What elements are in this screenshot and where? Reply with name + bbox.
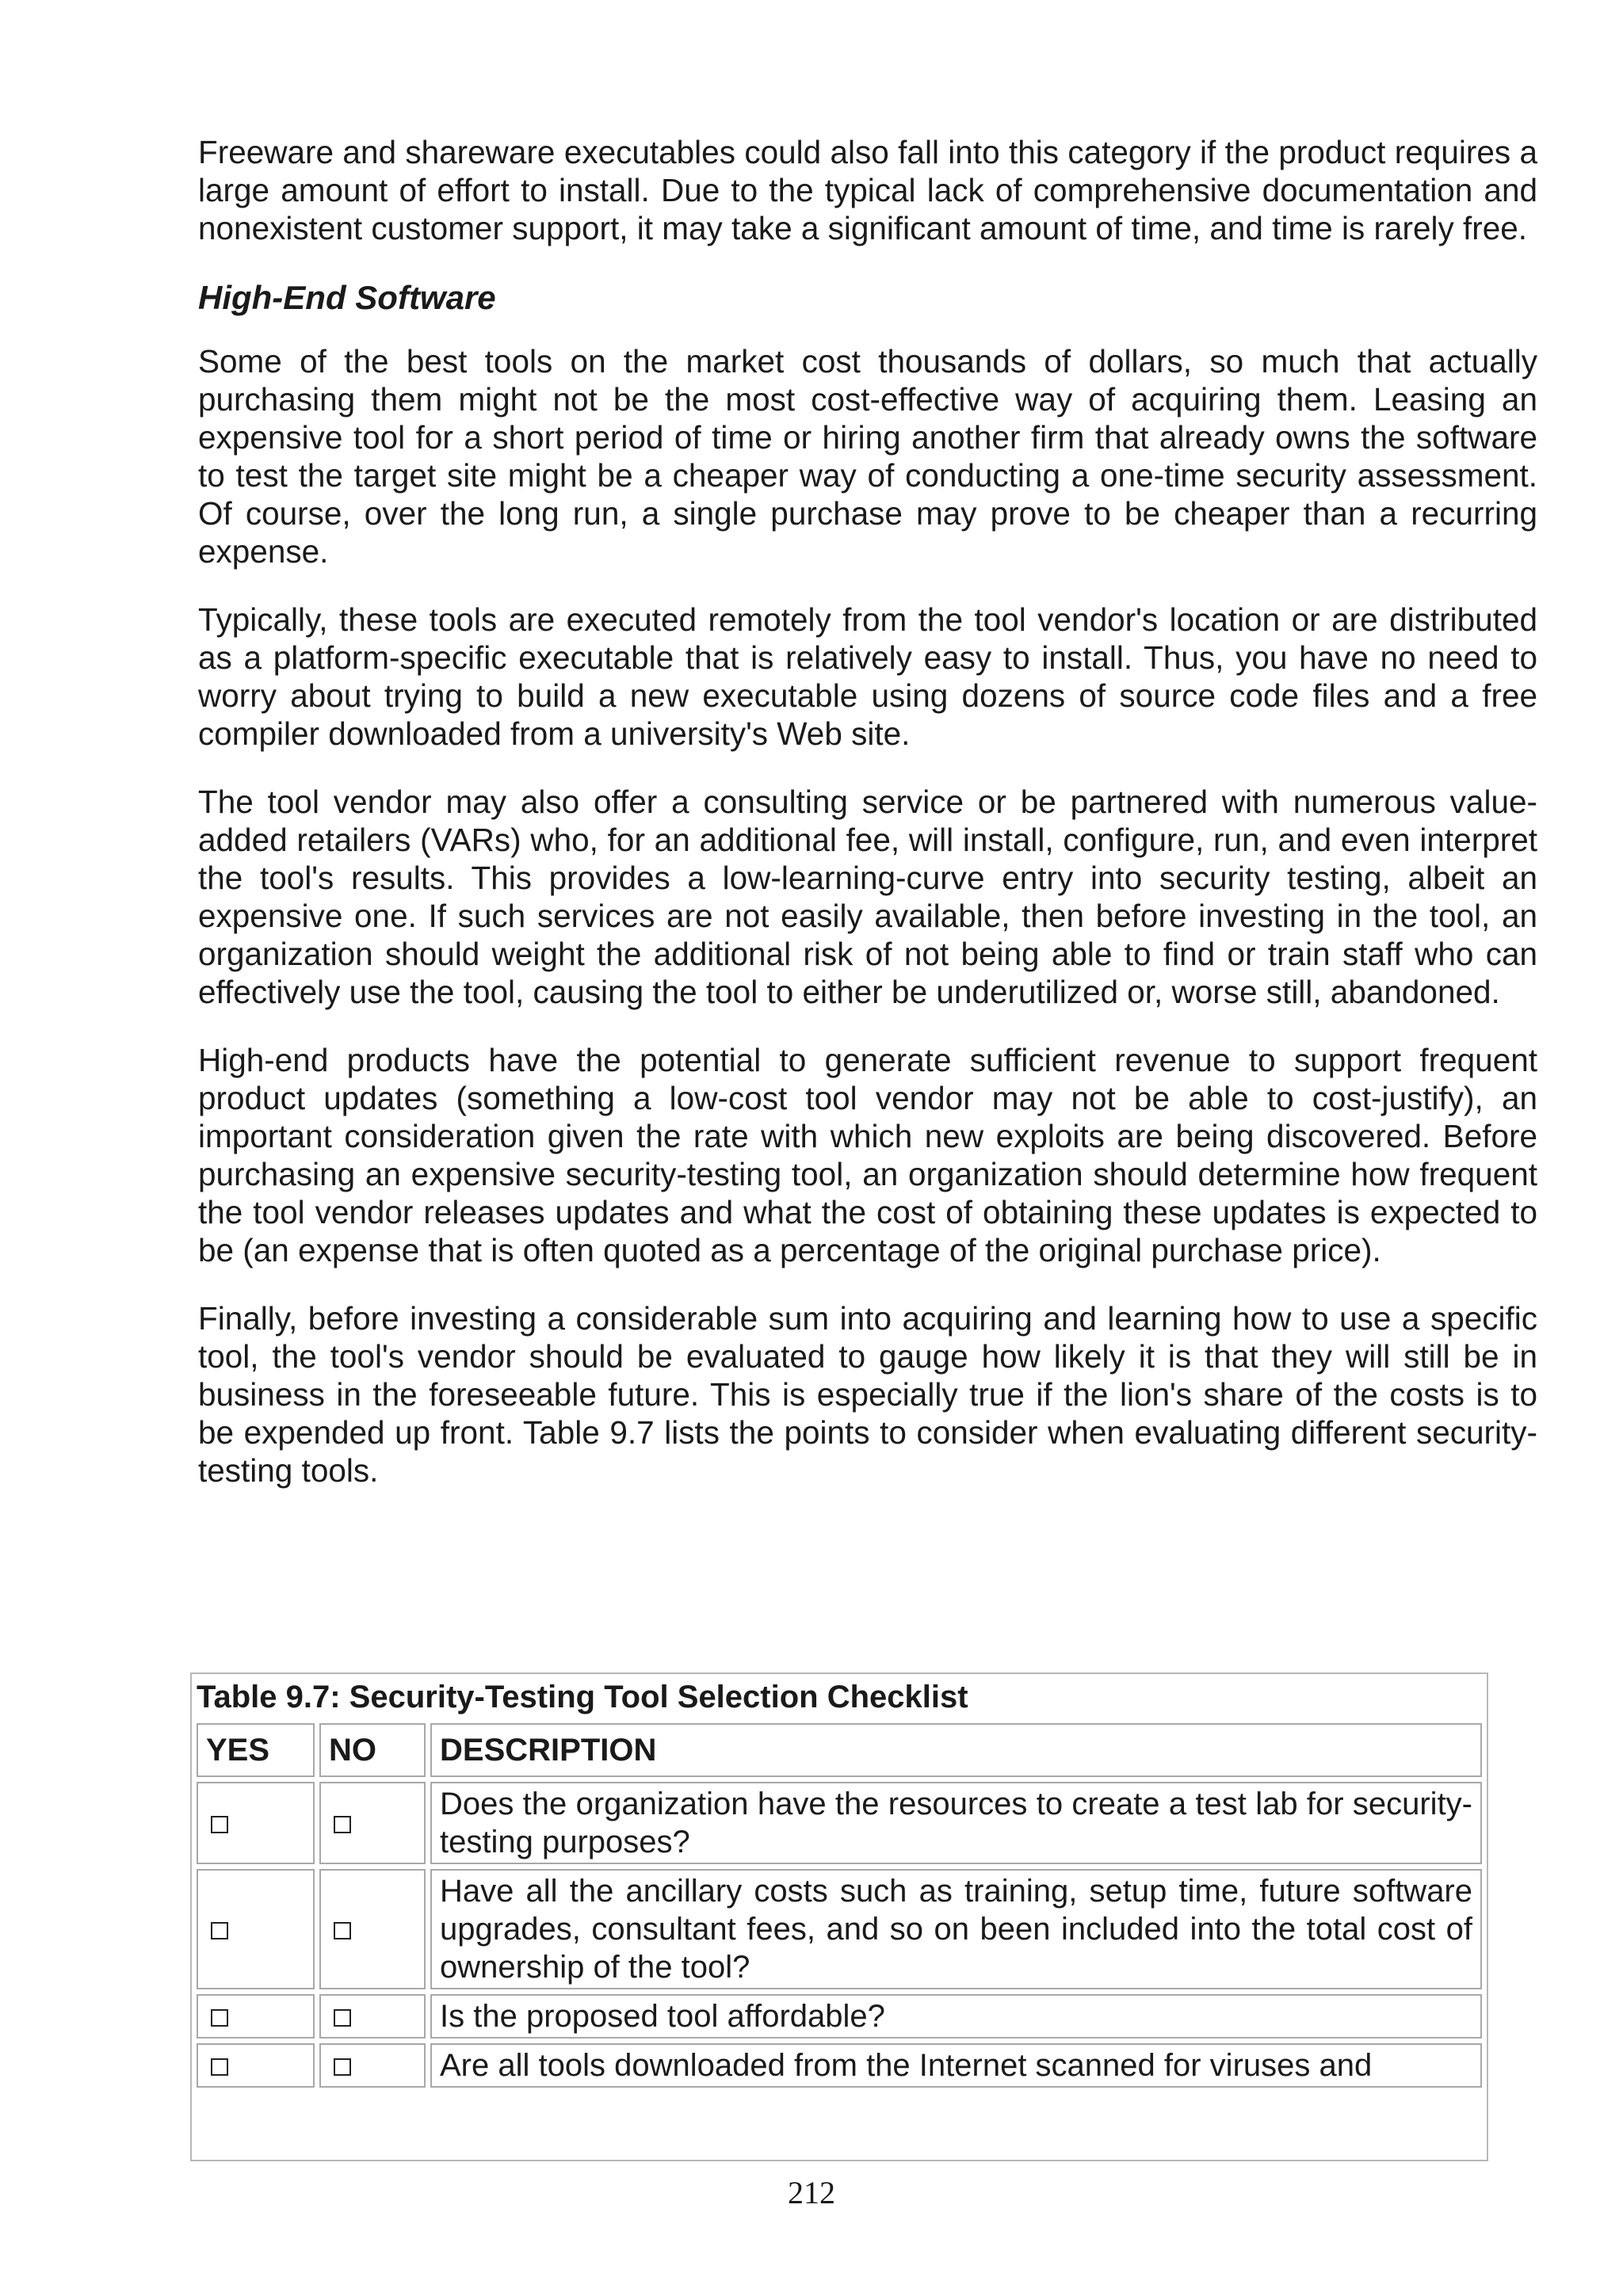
- description-cell: Is the proposed tool affordable?: [430, 1994, 1482, 2039]
- yes-cell: [197, 1782, 315, 1864]
- table-header-row: [197, 1723, 1482, 1777]
- checklist-table: [192, 1672, 1487, 2092]
- paragraph-freeware: Freeware and shareware executables could also fall into this category if the product requires a large amount of effort to install. Due to the typical lack of comprehensive documentation and nonexistent customer support, it may take a significant amount of time, and time is rarely free.: [198, 134, 1537, 246]
- yes-cell: [197, 1994, 315, 2039]
- description-cell: Are all tools downloaded from the Internet scanned for viruses and: [430, 2043, 1482, 2088]
- description-cell: Have all the ancillary costs such as training, setup time, future software upgrades, consultant fees, and so on been included into the total cost of ownership of the tool?: [430, 1869, 1482, 1989]
- header-yes: YES: [197, 1723, 315, 1777]
- paragraph-updates: High-end products have the potential to generate sufficient revenue to support frequent product updates (something a low-cost tool vendor may not be able to cost-justify), an important consideration given the rate with which new exploits are being discovered. Before purchasing an expensive security-testing tool, an organization should determine how frequent the tool vendor releases updates and what the cost of obtaining these updates is expected to be (an expense that is often quoted as a percentage of the original purchase price).: [198, 1042, 1537, 1268]
- table-row: [197, 1994, 1482, 2039]
- no-cell: [319, 1782, 426, 1864]
- section-heading: High-End Software: [198, 279, 496, 316]
- header-no: NO: [319, 1723, 426, 1777]
- checklist-table-container: [190, 1672, 1488, 2161]
- paragraph-consulting: The tool vendor may also offer a consulting service or be partnered with numerous value-added retailers (VARs) who, for an additional fee, will install, configure, run, and even interpret the tool's results. This provides a low-learning-curve entry into security testing, albeit an expensive one. If such services are not easily available, then before investing in the tool, an organization should weight the additional risk of not being able to find or train staff who can effectively use the tool, causing the tool to either be underutilized or, worse still, abandoned.: [198, 784, 1537, 1010]
- document-page: [198, 133, 1537, 1520]
- yes-cell: [197, 1869, 315, 1989]
- checkbox-icon[interactable]: [334, 1922, 351, 1939]
- checkbox-icon[interactable]: [211, 1816, 228, 1833]
- no-cell: [319, 2043, 426, 2088]
- checkbox-icon[interactable]: [334, 2009, 351, 2027]
- checkbox-icon[interactable]: [211, 2009, 228, 2027]
- no-cell: [319, 1869, 426, 1989]
- description-cell: Does the organization have the resources to create a test lab for security-testing purposes?: [430, 1782, 1482, 1864]
- paragraph-vendor: Finally, before investing a considerable sum into acquiring and learning how to use a specific tool, the tool's vendor should be evaluated to gauge how likely it is that they will still be in business in the foreseeable future. This is especially true if the lion's share of the costs is to be expended up front. Table 9.7 lists the points to consider when evaluating different security-testing tools.: [198, 1300, 1537, 1489]
- checkbox-icon[interactable]: [211, 1922, 228, 1939]
- checkbox-icon[interactable]: [334, 2058, 351, 2076]
- no-cell: [319, 1994, 426, 2039]
- paragraph-execution: Typically, these tools are executed remotely from the tool vendor's location or are distributed as a platform-specific executable that is relatively easy to install. Thus, you have no need to worry about trying to build a new executable using dozens of source code files and a free compiler downloaded from a university's Web site.: [198, 601, 1537, 752]
- table-row: [197, 2043, 1482, 2088]
- header-description: DESCRIPTION: [430, 1723, 1482, 1777]
- table-row: [197, 1869, 1482, 1989]
- yes-cell: [197, 2043, 315, 2088]
- page-number: 212: [788, 2175, 835, 2210]
- table-caption: Table 9.7: Security-Testing Tool Selection Checklist: [197, 1680, 968, 1714]
- checkbox-icon[interactable]: [334, 1816, 351, 1833]
- checkbox-icon[interactable]: [211, 2058, 228, 2076]
- table-row: [197, 1782, 1482, 1864]
- paragraph-cost: Some of the best tools on the market cost thousands of dollars, so much that actually purchasing them might not be the most cost-effective way of acquiring them. Leasing an expensive tool for a short period of time or hiring another firm that already owns the software to test the target site might be a cheaper way of conducting a one-time security assessment. Of course, over the long run, a single purchase may prove to be cheaper than a recurring expense.: [198, 343, 1537, 570]
